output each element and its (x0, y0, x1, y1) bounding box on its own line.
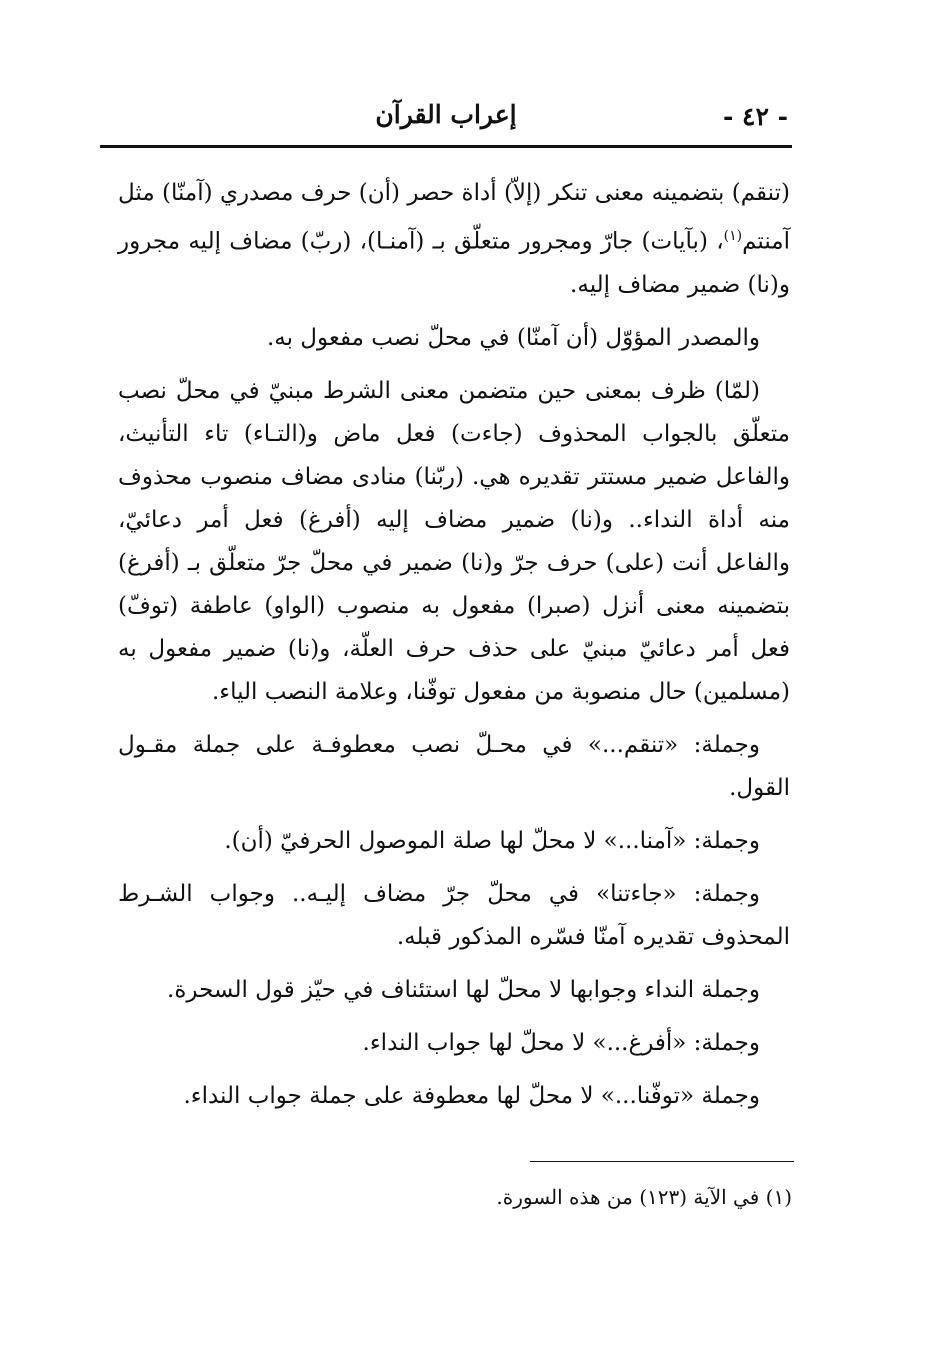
paragraph-text: (لمّا) ظرف بمعنى حين متضمن معنى الشرط مبنيّ في محلّ نصب متعلّق بالجواب المحذوف (جاءت) فعل ماض و(التـاء) تاء التأنيث، والفاعل ضمير مستتر تقديره هي. (ربّنا) منادى مضاف منصوب محذوف منه أداة النداء.. و(نا) ضمير مضاف إليه (أفرغ) فعل أمر دعائيّ، والفاعل أنت (على) حرف جرّ و(نا) ضمير في محلّ جرّ متعلّق بـ (أفرغ) بتضمينه معنى أنزل (صبرا) مفعول به منصوب (الواو) عاطفة (توفّ) فعل أمر دعائيّ مبنيّ على حذف حرف العلّة، و(نا) ضمير مفعول به (مسلمين) حال منصوبة من مفعول توفّنا، وعلامة النصب الياء. (118, 377, 790, 705)
paragraph (118, 370, 790, 714)
paragraph-text: (تنقم) بتضمينه معنى تنكر (إلاّ) أداة حصر (أن) حرف مصدري (آمنّا) مثل آمنتم (118, 180, 790, 255)
paragraph (118, 820, 790, 863)
footnote-reference: (١) (723, 228, 743, 244)
paragraph (118, 172, 790, 307)
paragraph-text: وجملة: «جاءتنا» في محلّ جرّ مضاف إليـه.. وجواب الشـرط المحذوف تقديره آمنّا فسّره المذكور قبله. (118, 880, 790, 950)
paragraph-text: وجملة النداء وجوابها لا محلّ لها استئناف في حيّز قول السحرة. (167, 976, 760, 1003)
footnote: (١) في الآية (١٢٣) من هذه السورة. (496, 1185, 792, 1209)
header-divider (100, 145, 792, 148)
paragraph-text: والمصدر المؤوّل (أن آمنّا) في محلّ نصب مفعول به. (266, 324, 760, 351)
main-text (118, 172, 790, 1128)
paragraph-text: وجملة «توفّنا...» لا محلّ لها معطوفة على جملة جواب النداء. (183, 1082, 760, 1109)
paragraph (118, 724, 790, 810)
paragraph (118, 1022, 790, 1065)
paragraph-text: ، (بآيات) جارّ ومجرور متعلّق بـ (آمنـا)، (ربّ) مضاف إليه مجرور و(نا) ضمير مضاف إليه. (118, 228, 790, 298)
paragraph (118, 1075, 790, 1118)
paragraph (118, 873, 790, 959)
footnote-divider (530, 1161, 794, 1162)
page-number: - ٤٢ - (722, 102, 788, 131)
page-header (100, 88, 792, 148)
paragraph-text: وجملة: «آمنا...» لا محلّ لها صلة الموصول الحرفيّ (أن). (224, 827, 760, 854)
page-title: إعراب القرآن (375, 100, 517, 129)
paragraph (118, 969, 790, 1012)
paragraph-text: وجملة: «أفرغ...» لا محلّ لها جواب النداء. (362, 1029, 760, 1056)
paragraph-text: وجملة: «تنقم...» في محـلّ نصب معطوفـة على جملة مقـول القول. (118, 731, 790, 801)
paragraph (118, 317, 790, 360)
